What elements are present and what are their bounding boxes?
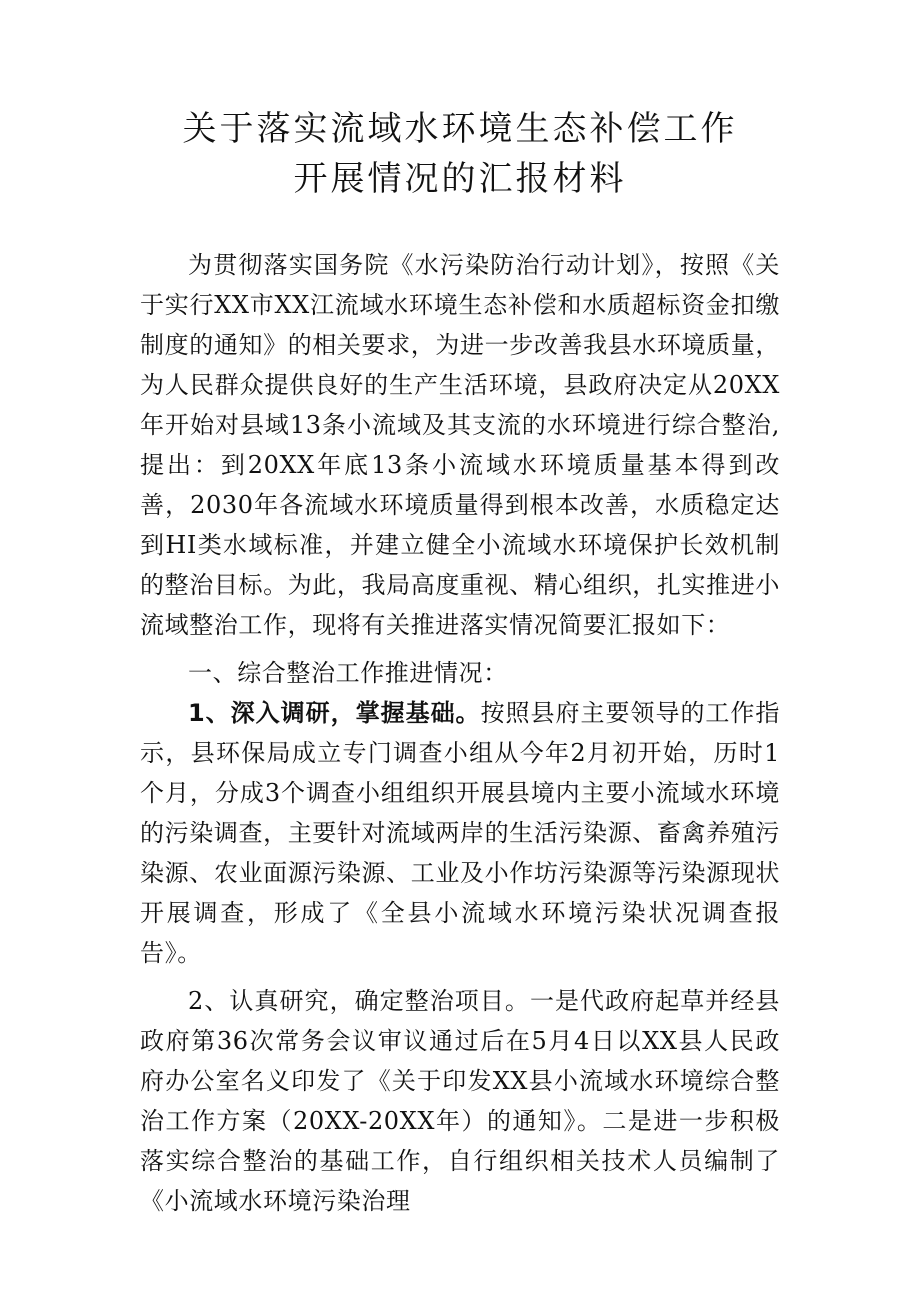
section-heading-1: 一、综合整治工作推进情况： <box>188 659 508 687</box>
document-title-line-2: 开展情况的汇报材料 <box>293 159 627 199</box>
document-title-line-1: 关于落实流域水环境生态补偿工作 <box>182 109 738 149</box>
item-1-lead: 1、深入调研，掌握基础。 <box>188 699 481 727</box>
item-1-text: 按照县府主要领导的工作指示，县环保局成立专门调查小组从今年2月初开始，历时1个月，分成3个调查小组组织开展县境内主要小流域水环境的污染调查，主要针对流域两岸的生活污染源、畜禽养殖污染源、农业面源污染源、工业及小作坊污染源等污染源现状开展调查，形成了《全县小流域水环境污染状况调查报告》。 <box>140 699 780 967</box>
item-2-paragraph: 2、认真研究，确定整治项目。一是代政府起草并经县政府第36次常务会议审议通过后在5月4日以XX县人民政府办公室名义印发了《关于印发XX县小流域水环境综合整治工作方案（20XX-20XX年）的通知》。二是进一步积极落实综合整治的基础工作，自行组织相关技术人员编制了《小流域水环境污染治理 <box>140 987 780 1215</box>
document-body <box>140 245 780 1221</box>
intro-paragraph: 为贯彻落实国务院《水污染防治行动计划》，按照《关于实行XX市XX江流域水环境生态补偿和水质超标资金扣缴制度的通知》的相关要求，为进一步改善我县水环境质量，为人民群众提供良好的生产生活环境，县政府决定从20XX年开始对县域13条小流域及其支流的水环境进行综合整治,提出：到20XX年底13条小流域水环境质量基本得到改善，2030年各流域水环境质量得到根本改善，水质稳定达到HI类水域标准，并建立健全小流域水环境保护长效机制的整治目标。为此，我局高度重视、精心组织，扎实推进小流域整治工作，现将有关推进落实情况简要汇报如下： <box>140 251 780 639</box>
item-1-paragraph <box>140 693 780 973</box>
